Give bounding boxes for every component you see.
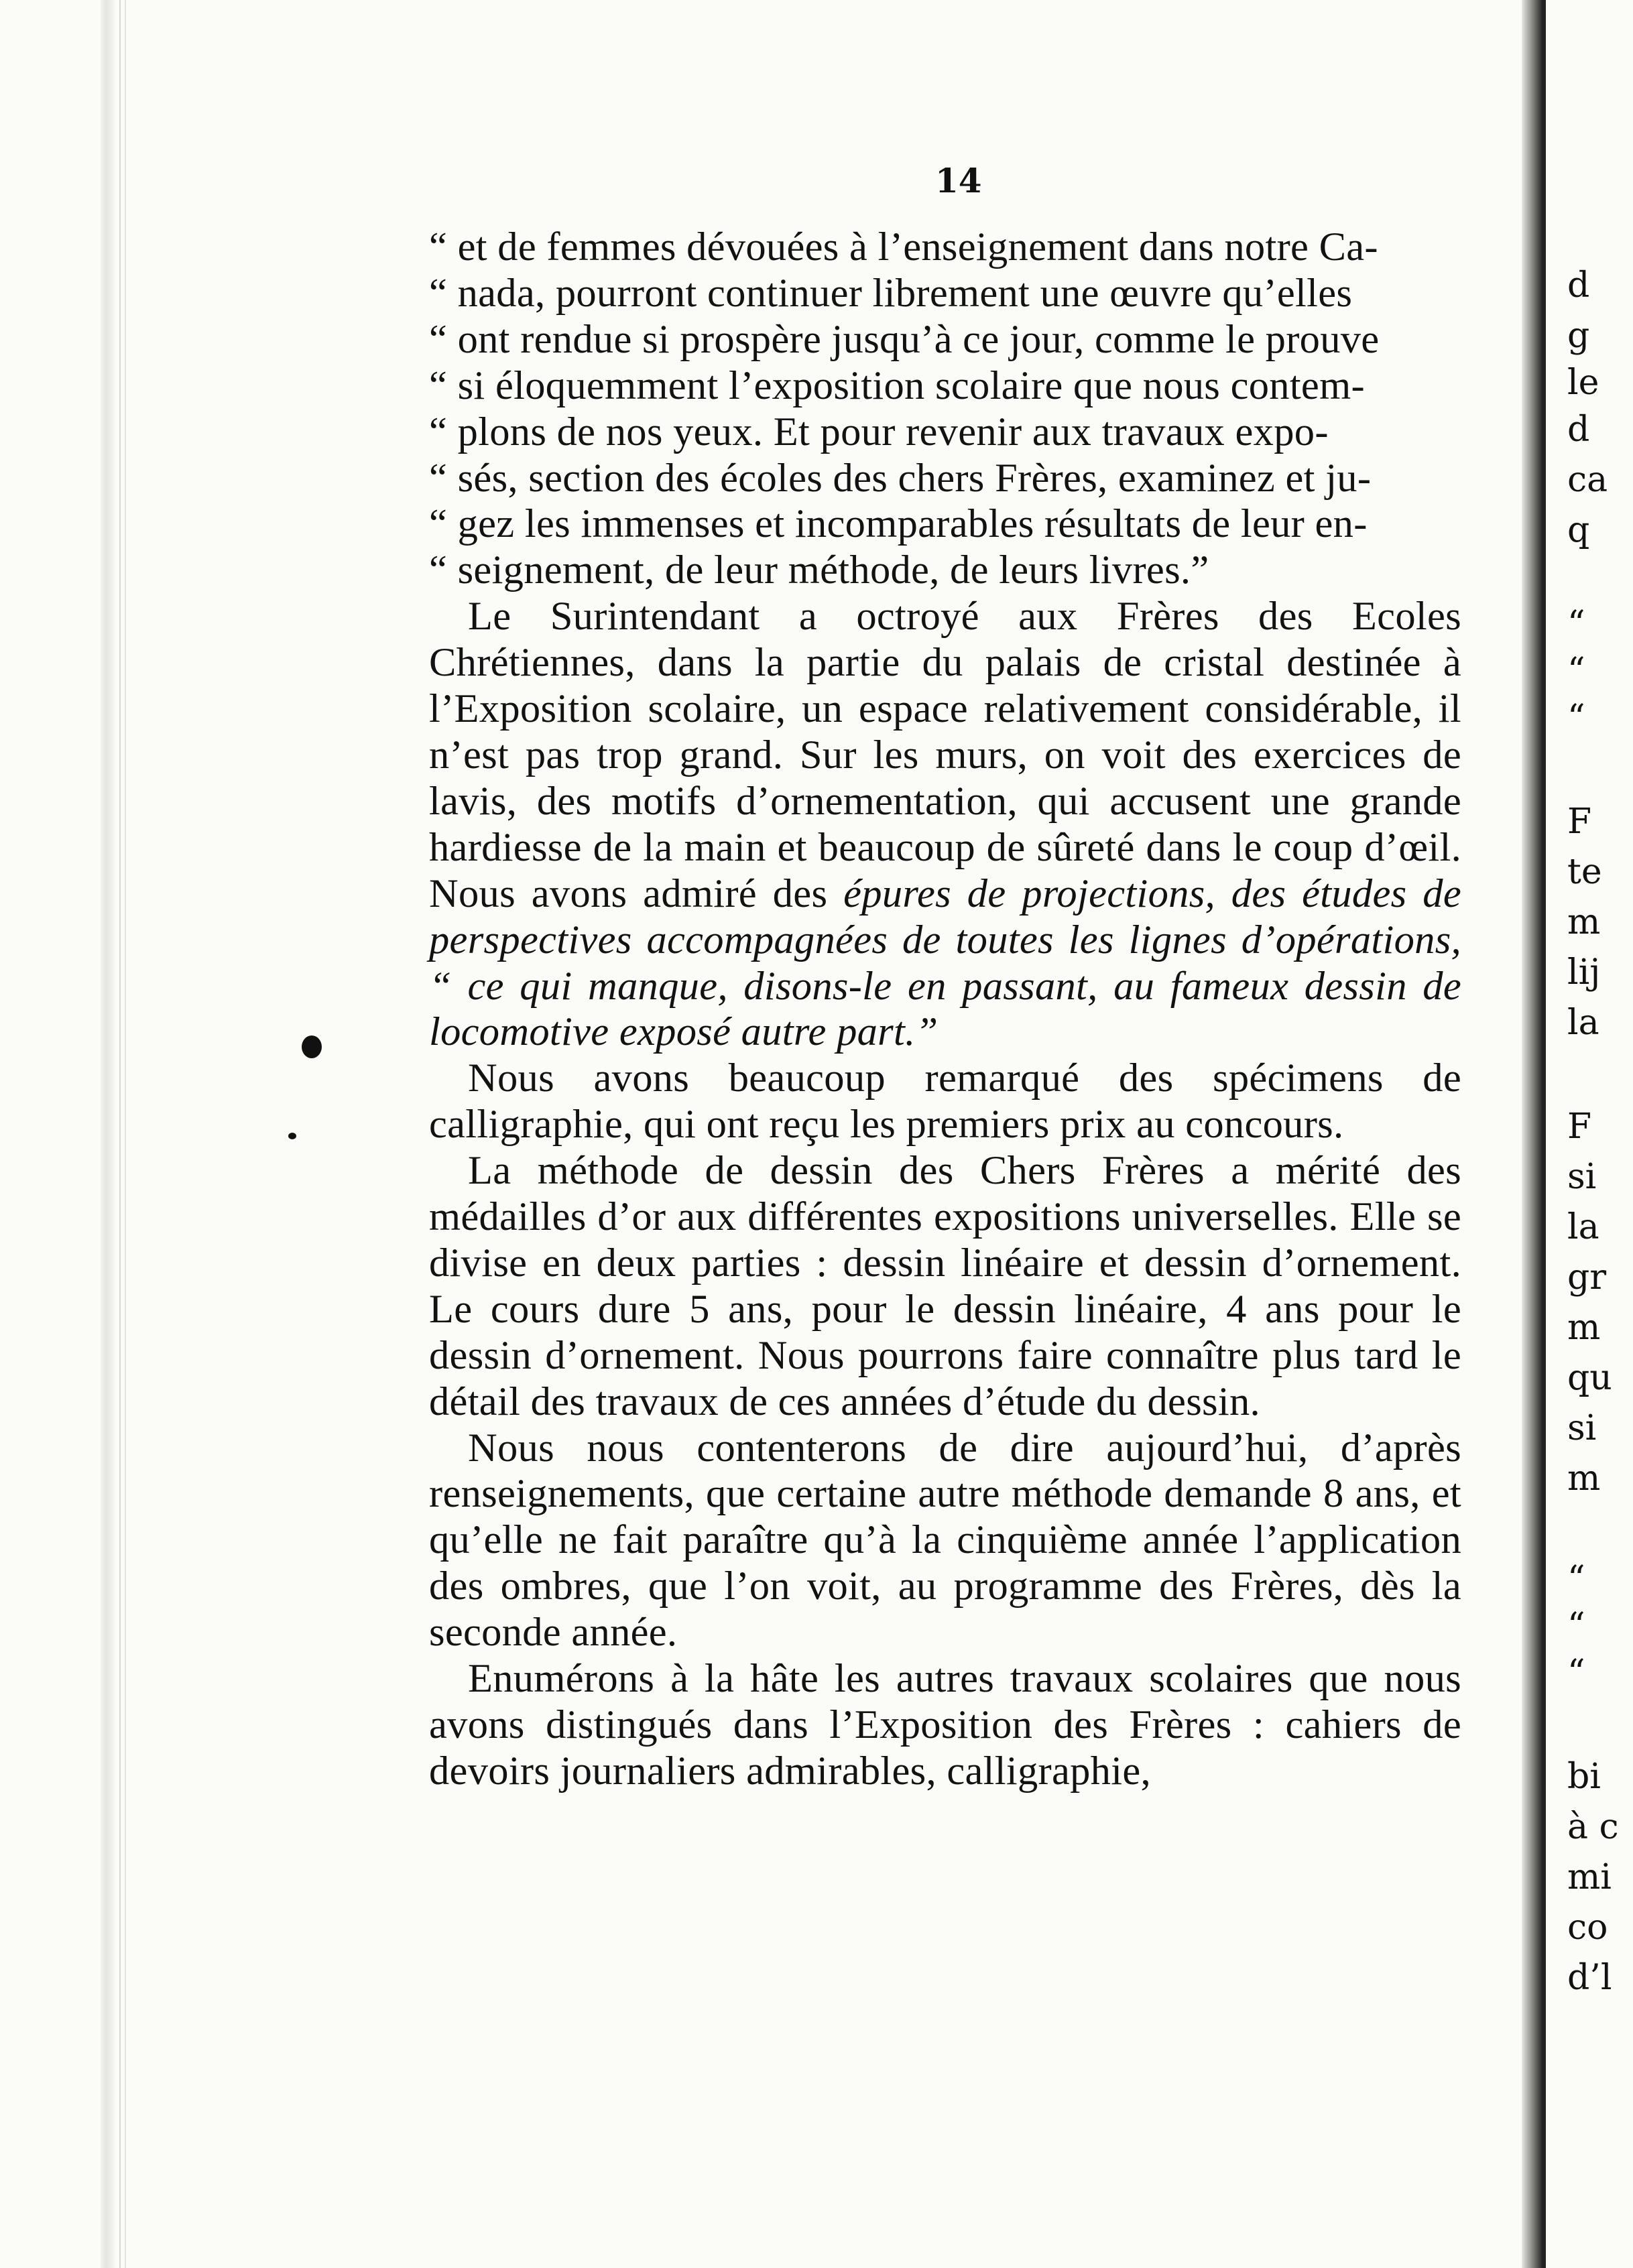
italic-text: épures de projections, des études de perspectives accompagnées de toutes les lignes d’opérations, “ ce qui manque, disons-le en passant, au fameux dessin de locomotive exposé autre part.” — [429, 871, 1461, 1055]
facing-page-text: lij — [1567, 952, 1601, 993]
paragraph-surintendant — [429, 594, 1461, 1056]
facing-page-text: te — [1567, 852, 1602, 892]
facing-page-text: le — [1567, 363, 1599, 403]
facing-page-text: F — [1567, 802, 1592, 842]
paragraph-calligraphie: Nous avons beaucoup remarqué des spécimens de calligraphie, qui ont reçu les premiers prix au concours. — [429, 1056, 1461, 1147]
facing-page-text: la — [1567, 1207, 1599, 1247]
ink-speck — [302, 1035, 322, 1058]
facing-page-text: mi — [1567, 1857, 1612, 1897]
page-edge-lines — [119, 0, 126, 2268]
book-fold-shadow — [1522, 0, 1542, 2268]
facing-page-text: bi — [1567, 1757, 1601, 1797]
quote-line: “ ont rendue si prospère jusqu’à ce jour, comme le prouve — [429, 316, 1380, 362]
facing-page-text: “ — [1567, 604, 1585, 644]
quote-line: “ et de femmes dévouées à l’enseignement dans notre Ca- — [429, 225, 1378, 269]
quote-line: “ sés, section des écoles des chers Frères, examinez et ju- — [429, 455, 1372, 501]
facing-page-text: “ — [1567, 1559, 1585, 1599]
facing-page-text: d — [1567, 410, 1590, 450]
facing-page-text: m — [1567, 1458, 1601, 1499]
ink-speck — [288, 1133, 296, 1139]
facing-page-text: “ — [1567, 1606, 1585, 1646]
facing-page-text: “ — [1567, 651, 1585, 691]
paragraph-autre-methode: Nous nous contenterons de dire aujourd’hui, d’après renseignements, que certaine autre méthode demande 8 ans, et qu’elle ne fait paraître qu’à la cinquième année l’application des ombres, que l’on voit, au programme des Frères, dès la seconde année. — [429, 1425, 1461, 1655]
facing-page-text: q — [1567, 510, 1590, 550]
facing-page-text: F — [1567, 1107, 1592, 1147]
facing-page-text: “ — [1567, 698, 1585, 738]
facing-page-text: à c — [1567, 1807, 1619, 1847]
facing-page-text: si — [1567, 1157, 1597, 1197]
quote-line: “ si éloquemment l’exposition scolaire que nous contem- — [429, 363, 1365, 408]
paragraph-methode-dessin: La méthode de dessin des Chers Frères a mérité des médailles d’or aux différentes expositions universelles. Elle se divise en deux parties : dessin linéaire et dessin d’ornement. Le cours dure 5 ans, pour le dessin linéaire, 4 ans pour le dessin d’ornement. Nous pourrons faire connaître plus tard le détail des travaux de ces années d’étude du dessin. — [429, 1148, 1461, 1424]
facing-page-text: gr — [1567, 1257, 1607, 1298]
page-number: 14 — [935, 161, 982, 200]
paragraph-text: Le Surintendant a octroyé aux Frères des Ecoles Chrétiennes, dans la partie du palais de cristal destinée à l’Exposition scolaire, un espace relativement considérable, il n’est pas trop grand. Sur les murs, on voit des exercices de lavis, des motifs d’ornementation, qui accusent une grande hardiesse de la main et beaucoup de sûreté dans le coup d’œil. Nous avons admiré des — [429, 594, 1461, 916]
facing-page-text: m — [1567, 902, 1601, 942]
facing-page-text: d’l — [1567, 1958, 1612, 1998]
facing-page-text: ca — [1567, 460, 1608, 500]
quote-line: “ seignement, de leur méthode, de leurs livres.” — [429, 548, 1209, 593]
facing-page-text: si — [1567, 1408, 1597, 1448]
quote-line: “ plons de nos yeux. Et pour revenir aux travaux expo- — [429, 409, 1329, 454]
quote-line: “ nada, pourront continuer librement une œuvre qu’elles — [429, 270, 1353, 316]
facing-page-text: la — [1567, 1003, 1599, 1043]
facing-page-text: qu — [1567, 1358, 1612, 1398]
body-text — [429, 225, 1461, 1795]
facing-page-text: “ — [1567, 1653, 1585, 1693]
quote-line: “ gez les immenses et incomparables résultats de leur en- — [429, 501, 1368, 547]
facing-page-text: m — [1567, 1308, 1601, 1348]
page-gutter-shadow — [101, 0, 115, 2268]
facing-page-text: d — [1567, 265, 1590, 306]
facing-page-text: g — [1567, 316, 1590, 356]
facing-page-text: co — [1567, 1907, 1608, 1948]
paragraph-enumerons: Enumérons à la hâte les autres travaux scolaires que nous avons distingués dans l’Exposition des Frères : cahiers de devoirs journaliers admirables, calligraphie, — [429, 1656, 1461, 1793]
